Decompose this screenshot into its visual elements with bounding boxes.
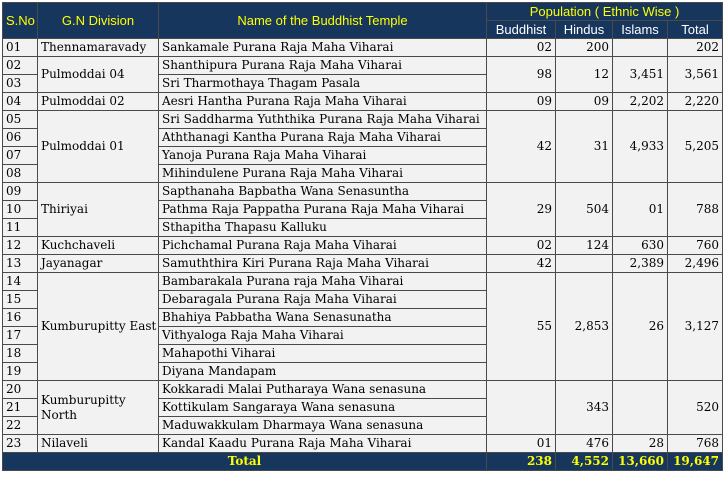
buddhist-cell: 09 [487, 93, 556, 111]
sno-cell: 16 [3, 309, 38, 327]
islams-cell [613, 381, 668, 435]
temple-name-cell: Kandal Kaadu Purana Raja Maha Viharai [159, 435, 487, 453]
sno-cell: 10 [3, 201, 38, 219]
temple-name-cell: Vithyaloga Raja Maha Viharai [159, 327, 487, 345]
temple-name-cell: Bhahiya Pabbatha Wana Senasunatha [159, 309, 487, 327]
temple-name-cell: Mihindulene Purana Raja Maha Viharai [159, 165, 487, 183]
header-total: Total [668, 21, 723, 39]
sno-cell: 20 [3, 381, 38, 399]
sno-cell: 17 [3, 327, 38, 345]
buddhist-cell: 42 [487, 111, 556, 183]
sno-cell: 21 [3, 399, 38, 417]
table-row [3, 255, 723, 273]
hindus-cell: 31 [556, 111, 613, 183]
temple-name-cell: Debaragala Purana Raja Maha Viharai [159, 291, 487, 309]
buddhist-cell: 29 [487, 183, 556, 237]
islams-cell: 3,451 [613, 57, 668, 93]
totals-total: 19,647 [668, 453, 723, 471]
temple-name-cell: Pichchamal Purana Raja Maha Viharai [159, 237, 487, 255]
buddhist-cell [487, 381, 556, 435]
sno-cell: 12 [3, 237, 38, 255]
temple-population-table [2, 2, 723, 471]
total-cell: 3,127 [668, 273, 723, 381]
sno-cell: 15 [3, 291, 38, 309]
table-row [3, 57, 723, 75]
division-cell: Kumburupitty East [38, 273, 159, 381]
temple-name-cell: Aththanagi Kantha Purana Raja Maha Viharai [159, 129, 487, 147]
division-cell: Thiriyai [38, 183, 159, 237]
header-population: Population ( Ethnic Wise ) [487, 3, 723, 21]
hindus-cell [556, 255, 613, 273]
islams-cell: 28 [613, 435, 668, 453]
table-row [3, 273, 723, 291]
total-cell: 520 [668, 381, 723, 435]
sno-cell: 14 [3, 273, 38, 291]
hindus-cell: 09 [556, 93, 613, 111]
temple-name-cell: Aesri Hantha Purana Raja Maha Viharai [159, 93, 487, 111]
buddhist-cell: 01 [487, 435, 556, 453]
islams-cell: 630 [613, 237, 668, 255]
temple-name-cell: Kottikulam Sangaraya Wana senasuna [159, 399, 487, 417]
temple-name-cell: Sri Saddharma Yuththika Purana Raja Maha Viharai [159, 111, 487, 129]
temple-name-cell: Kokkaradi Malai Putharaya Wana senasuna [159, 381, 487, 399]
header-islams: Islams [613, 21, 668, 39]
table-row [3, 111, 723, 129]
table-body [3, 39, 723, 453]
table-row [3, 183, 723, 201]
temple-name-cell: Sri Tharmothaya Thagam Pasala [159, 75, 487, 93]
buddhist-cell: 98 [487, 57, 556, 93]
hindus-cell: 476 [556, 435, 613, 453]
sno-cell: 13 [3, 255, 38, 273]
temple-name-cell: Sapthanaha Bapbatha Wana Senasuntha [159, 183, 487, 201]
table-row [3, 39, 723, 57]
division-cell: Pulmoddai 01 [38, 111, 159, 183]
temple-name-cell: Samuththira Kiri Purana Raja Maha Viharai [159, 255, 487, 273]
division-cell: Pulmoddai 02 [38, 93, 159, 111]
sno-cell: 18 [3, 345, 38, 363]
temple-name-cell: Diyana Mandapam [159, 363, 487, 381]
temple-name-cell: Sthapitha Thapasu Kalluku [159, 219, 487, 237]
islams-cell: 01 [613, 183, 668, 237]
totals-hindus: 4,552 [556, 453, 613, 471]
division-cell: Kuchchaveli [38, 237, 159, 255]
hindus-cell: 504 [556, 183, 613, 237]
division-cell: Jayanagar [38, 255, 159, 273]
sno-cell: 05 [3, 111, 38, 129]
islams-cell: 2,389 [613, 255, 668, 273]
total-cell: 5,205 [668, 111, 723, 183]
division-cell: Thennamaravady [38, 39, 159, 57]
sno-cell: 02 [3, 57, 38, 75]
temple-name-cell: Yanoja Purana Raja Maha Viharai [159, 147, 487, 165]
sno-cell: 19 [3, 363, 38, 381]
buddhist-cell: 02 [487, 39, 556, 57]
table-row [3, 435, 723, 453]
sno-cell: 09 [3, 183, 38, 201]
division-cell: Pulmoddai 04 [38, 57, 159, 93]
islams-cell: 2,202 [613, 93, 668, 111]
buddhist-cell: 02 [487, 237, 556, 255]
sno-cell: 08 [3, 165, 38, 183]
table-row [3, 237, 723, 255]
temple-name-cell: Bambarakala Purana raja Maha Viharai [159, 273, 487, 291]
total-cell: 760 [668, 237, 723, 255]
sno-cell: 07 [3, 147, 38, 165]
total-cell: 788 [668, 183, 723, 237]
hindus-cell: 124 [556, 237, 613, 255]
total-cell: 202 [668, 39, 723, 57]
islams-cell: 4,933 [613, 111, 668, 183]
islams-cell [613, 39, 668, 57]
table-row [3, 93, 723, 111]
hindus-cell: 200 [556, 39, 613, 57]
header-sno: S.No [3, 3, 38, 39]
temple-name-cell: Maduwakkulam Dharmaya Wana senasuna [159, 417, 487, 435]
sno-cell: 06 [3, 129, 38, 147]
sno-cell: 23 [3, 435, 38, 453]
temple-name-cell: Sankamale Purana Raja Maha Viharai [159, 39, 487, 57]
temple-name-cell: Shanthipura Purana Raja Maha Viharai [159, 57, 487, 75]
temple-name-cell: Pathma Raja Pappatha Purana Raja Maha Viharai [159, 201, 487, 219]
buddhist-cell: 42 [487, 255, 556, 273]
sno-cell: 11 [3, 219, 38, 237]
hindus-cell: 343 [556, 381, 613, 435]
total-cell: 768 [668, 435, 723, 453]
sno-cell: 22 [3, 417, 38, 435]
header-buddhist: Buddhist [487, 21, 556, 39]
total-cell: 2,220 [668, 93, 723, 111]
islams-cell: 26 [613, 273, 668, 381]
division-cell: Kumburupitty North [38, 381, 159, 435]
header-hindus: Hindus [556, 21, 613, 39]
sno-cell: 01 [3, 39, 38, 57]
totals-row [3, 453, 723, 471]
hindus-cell: 12 [556, 57, 613, 93]
total-cell: 3,561 [668, 57, 723, 93]
sno-cell: 04 [3, 93, 38, 111]
hindus-cell: 2,853 [556, 273, 613, 381]
table-row [3, 381, 723, 399]
totals-label: Total [3, 453, 487, 471]
header-temple: Name of the Buddhist Temple [159, 3, 487, 39]
totals-buddhist: 238 [487, 453, 556, 471]
buddhist-cell: 55 [487, 273, 556, 381]
total-cell: 2,496 [668, 255, 723, 273]
sno-cell: 03 [3, 75, 38, 93]
totals-islams: 13,660 [613, 453, 668, 471]
division-cell: Nilaveli [38, 435, 159, 453]
temple-name-cell: Mahapothi Viharai [159, 345, 487, 363]
header-division: G.N Division [38, 3, 159, 39]
